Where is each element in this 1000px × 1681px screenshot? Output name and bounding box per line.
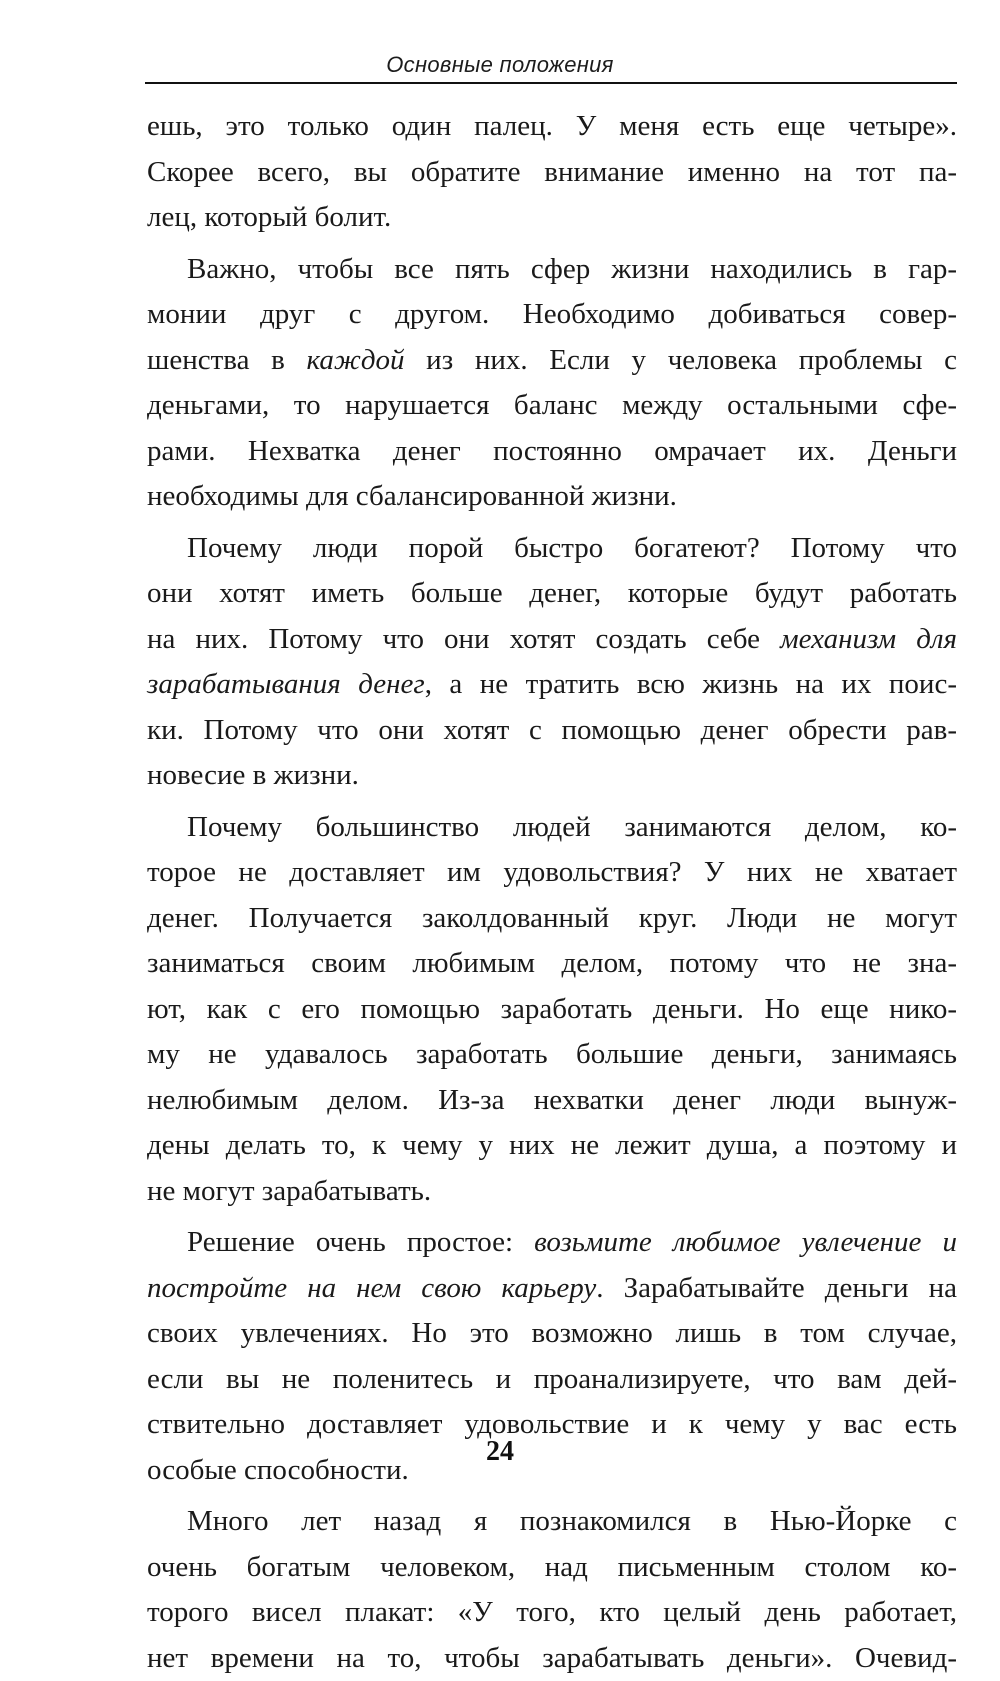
text-run: не могут зарабатывать. xyxy=(147,1175,431,1207)
text-run: , а не тратить всю жизнь на их поис- xyxy=(425,668,957,700)
text-run: торое не доставляет им удовольствия? У них не хватает xyxy=(147,856,957,888)
text-line xyxy=(147,805,957,851)
text-line xyxy=(147,1220,957,1266)
text-line xyxy=(147,1357,957,1403)
text-line xyxy=(147,850,957,896)
text-line xyxy=(147,896,957,942)
text-run: нет времени на то, чтобы зарабатывать деньги». Очевид- xyxy=(147,1642,957,1674)
text-line xyxy=(147,1032,957,1078)
text-line xyxy=(147,195,957,241)
text-line xyxy=(147,571,957,617)
text-run: ют, как с его помощью заработать деньги. Но еще нико- xyxy=(147,993,957,1025)
text-run: . Зарабатывайте деньги на xyxy=(596,1272,957,1304)
text-line xyxy=(147,1499,957,1545)
text-line xyxy=(147,708,957,754)
text-run: денег. Получается заколдованный круг. Люди не могут xyxy=(147,902,957,934)
text-run: ствительно доставляет удовольствие и к чему у вас есть xyxy=(147,1408,957,1440)
text-run: шенства в xyxy=(147,344,307,376)
italic-emphasis: механизм для xyxy=(780,623,957,655)
text-run: на них. Потому что они хотят создать себе xyxy=(147,623,780,655)
running-head: Основные положения xyxy=(0,52,1000,78)
text-line xyxy=(147,987,957,1033)
text-line xyxy=(147,662,957,708)
text-run: они хотят иметь больше денег, которые будут работать xyxy=(147,577,957,609)
text-run: Важно, чтобы все пять сфер жизни находились в гар- xyxy=(187,253,957,285)
text-line xyxy=(147,429,957,475)
text-run: очень богатым человеком, над письменным столом ко- xyxy=(147,1551,957,1583)
text-line xyxy=(147,104,957,150)
text-line xyxy=(147,1123,957,1169)
text-run: особые способности. xyxy=(147,1454,409,1486)
text-run: лец, который болит. xyxy=(147,201,391,233)
text-line xyxy=(147,1636,957,1681)
text-run: Почему большинство людей занимаются делом, ко- xyxy=(187,811,957,843)
text-run: нелюбимым делом. Из-за нехватки денег люди вынуж- xyxy=(147,1084,957,1116)
text-run: Решение очень простое: xyxy=(187,1226,534,1258)
text-line xyxy=(147,338,957,384)
text-run: заниматься своим любимым делом, потому что не зна- xyxy=(147,947,957,979)
text-run: монии друг с другом. Необходимо добиваться совер- xyxy=(147,298,957,330)
text-run: Скорее всего, вы обратите внимание именно на тот па- xyxy=(147,156,957,188)
text-run: Много лет назад я познакомился в Нью-Йорке с xyxy=(187,1505,957,1537)
text-run: новесие в жизни. xyxy=(147,759,359,791)
text-line xyxy=(147,526,957,572)
text-line xyxy=(147,617,957,663)
text-line xyxy=(147,474,957,520)
text-run: из них. Если у человека проблемы с xyxy=(405,344,958,376)
text-run: деньгами, то нарушается баланс между остальными сфе- xyxy=(147,389,957,421)
text-run: ешь, это только один палец. У меня есть еще четыре». xyxy=(147,110,957,142)
text-line xyxy=(147,1311,957,1357)
header-rule xyxy=(145,82,957,84)
text-line xyxy=(147,150,957,196)
text-run: своих увлечениях. Но это возможно лишь в том случае, xyxy=(147,1317,957,1349)
italic-emphasis: постройте на нем свою карьеру xyxy=(147,1272,596,1304)
text-run: рами. Нехватка денег постоянно омрачает их. Деньги xyxy=(147,435,957,467)
text-line xyxy=(147,1078,957,1124)
italic-emphasis: зарабатывания денег xyxy=(147,668,425,700)
text-line xyxy=(147,247,957,293)
text-run: торого висел плакат: «У того, кто целый день работает, xyxy=(147,1596,957,1628)
text-run: если вы не поленитесь и проанализируете, что вам дей- xyxy=(147,1363,957,1395)
page-number: 24 xyxy=(0,1436,1000,1468)
text-run: Почему люди порой быстро богатеют? Потому что xyxy=(187,532,957,564)
text-line xyxy=(147,292,957,338)
text-line xyxy=(147,1266,957,1312)
text-line xyxy=(147,753,957,799)
text-run: ки. Потому что они хотят с помощью денег обрести рав- xyxy=(147,714,957,746)
text-line xyxy=(147,1545,957,1591)
text-line xyxy=(147,941,957,987)
italic-emphasis: возьмите любимое увлечение и xyxy=(534,1226,957,1258)
text-run: дены делать то, к чему у них не лежит душа, а поэтому и xyxy=(147,1129,957,1161)
text-line xyxy=(147,383,957,429)
text-line xyxy=(147,1590,957,1636)
text-line xyxy=(147,1169,957,1215)
italic-emphasis: каждой xyxy=(307,344,405,376)
text-run: му не удавалось заработать большие деньги, занимаясь xyxy=(147,1038,957,1070)
text-run: необходимы для сбалансированной жизни. xyxy=(147,480,677,512)
